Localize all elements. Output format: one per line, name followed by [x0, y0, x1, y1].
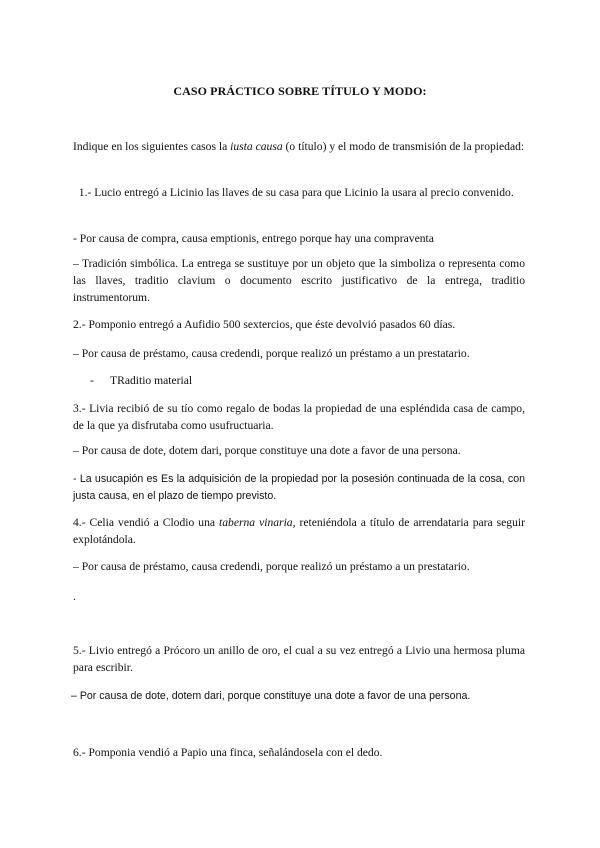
- page-title: CASO PRÁCTICO SOBRE TÍTULO Y MODO:: [173, 84, 427, 98]
- case-2-answer-1: – Por causa de préstamo, causa credendi, porque realizó un préstamo a un prestatario.: [73, 347, 470, 360]
- case-2-bullet-text: TRaditio material: [110, 374, 193, 387]
- case-1-answer-1: - Por causa de compra, causa emptionis, entrego porque hay una compraventa: [73, 232, 434, 245]
- case-2-bullet-dash: -: [90, 374, 94, 387]
- case-5-text: 5.- Livio entregó a Prócoro un anillo de oro, el cual a su vez entregó a Livio una hermosa pluma para escribir.: [73, 644, 525, 674]
- case-4-text-italic: taberna vinaria: [219, 516, 293, 529]
- intro-paragraph: [73, 138, 525, 155]
- case-4-paragraph: [73, 514, 525, 548]
- case-1-answer-2: – Tradición simbólica. La entrega se sustituye por un objeto que la simboliza o representa como las llaves, traditio clavium o documento escrito justificativo de la entrega, traditio instrumentorum.: [73, 257, 525, 304]
- case-6-text: 6.- Pomponia vendió a Papio una finca, señalándosela con el dedo.: [73, 746, 383, 759]
- case-3-answer-2: - La usucapión es Es la adquisición de la propiedad por la posesión continuada de la cosa, con justa causa, en el plazo de tiempo previsto.: [73, 473, 525, 502]
- case-2-bullet: [90, 372, 193, 389]
- case-1-text: 1.- Lucio entregó a Licinio las llaves de su casa para que Licinio la usara al precio convenido.: [73, 186, 514, 199]
- case-5-answer-1: – Por causa de dote, dotem dari, porque constituye una dote a favor de una persona.: [71, 690, 471, 702]
- intro-text-post: (o título) y el modo de transmisión de la propiedad:: [282, 140, 525, 153]
- case-4-dot: .: [73, 590, 76, 603]
- case-3-answer-1: – Por causa de dote, dotem dari, porque constituye una dote a favor de una persona.: [73, 444, 461, 457]
- case-3-text: 3.- Livia recibió de su tío como regalo de bodas la propiedad de una espléndida casa de campo, de la que ya disfrutaba como usufructuaria.: [73, 402, 525, 432]
- case-4-text-pre: 4.- Celia vendió a Clodio una: [73, 516, 220, 529]
- intro-text-pre: Indique en los siguientes casos la: [73, 140, 231, 153]
- case-2-text: 2.- Pomponio entregó a Aufidio 500 sextercios, que éste devolvió pasados 60 días.: [73, 318, 456, 331]
- case-4-answer-1: – Por causa de préstamo, causa credendi, porque realizó un préstamo a un prestatario.: [73, 560, 470, 573]
- intro-text-italic: iusta causa: [230, 140, 283, 153]
- case-4-text-post: , reteniéndola a título de arrendataria para seguir explotándola.: [73, 516, 525, 546]
